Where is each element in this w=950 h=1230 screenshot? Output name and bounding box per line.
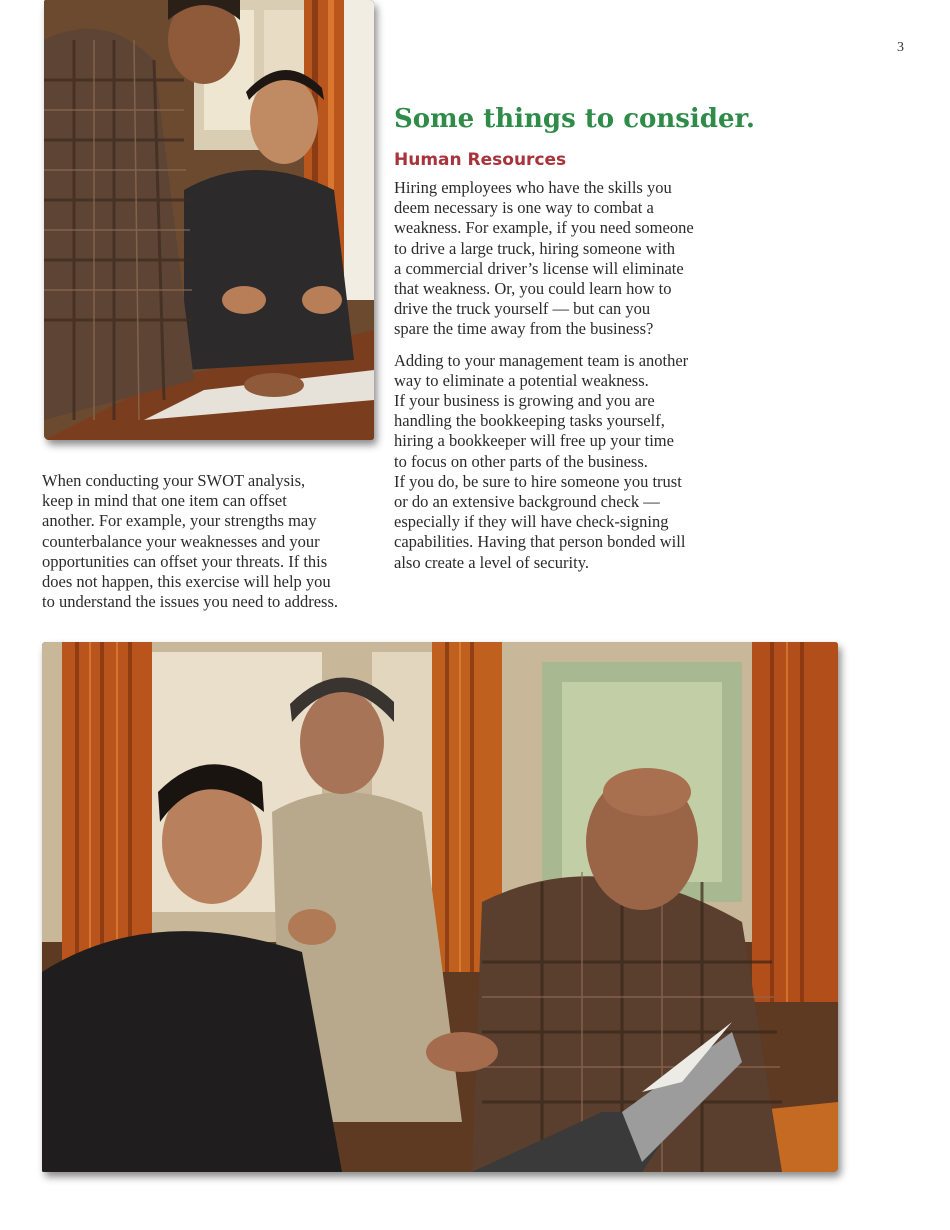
- text-line: another. For example, your strengths may: [42, 511, 317, 531]
- text-line: If your business is growing and you are: [394, 391, 655, 411]
- text-line: Adding to your management team is another: [394, 350, 689, 370]
- sidebar-paragraph-swot: [42, 471, 378, 612]
- paragraph-hiring: [394, 178, 734, 340]
- text-line: Hiring employees who have the skills you: [394, 178, 672, 197]
- page-number: 3: [897, 40, 904, 55]
- text-line: a commercial driver’s license will eliminate: [394, 258, 684, 278]
- text-line: to understand the issues you need to address.: [42, 592, 339, 612]
- text-line: to focus on other parts of the business.: [394, 451, 648, 471]
- text-line: opportunities can offset your threats. If this: [42, 551, 328, 571]
- text-line: keep in mind that one item can offset: [42, 491, 287, 511]
- main-column: [394, 178, 734, 584]
- text-line: way to eliminate a potential weakness.: [394, 370, 649, 390]
- text-line: especially if they will have check-signing: [394, 512, 669, 532]
- text-line: that weakness. Or, you could learn how to: [394, 279, 672, 299]
- text-line: If you do, be sure to hire someone you trust: [394, 471, 682, 491]
- text-line: or do an extensive background check —: [394, 492, 660, 512]
- photo-family-around-laptop: [42, 642, 838, 1172]
- text-line: handling the bookkeeping tasks yourself,: [394, 411, 665, 431]
- text-line: counterbalance your weaknesses and your: [42, 531, 320, 551]
- text-line: drive the truck yourself — but can you: [394, 299, 651, 319]
- text-line: capabilities. Having that person bonded will: [394, 532, 686, 552]
- text-line: deem necessary is one way to combat a: [394, 198, 654, 218]
- text-line: does not happen, this exercise will help you: [42, 572, 331, 592]
- page-heading: Some things to consider.: [394, 104, 755, 134]
- photo-two-men-at-table: [44, 0, 374, 440]
- text-line: hiring a bookkeeper will free up your time: [394, 431, 674, 451]
- text-line: weakness. For example, if you need someone: [394, 218, 694, 238]
- text-line: to drive a large truck, hiring someone with: [394, 238, 676, 258]
- text-line: When conducting your SWOT analysis,: [42, 471, 306, 490]
- paragraph-management-team: [394, 351, 734, 573]
- text-line: also create a level of security.: [394, 552, 589, 572]
- section-subheading: Human Resources: [394, 150, 567, 170]
- text-line: spare the time away from the business?: [394, 319, 654, 339]
